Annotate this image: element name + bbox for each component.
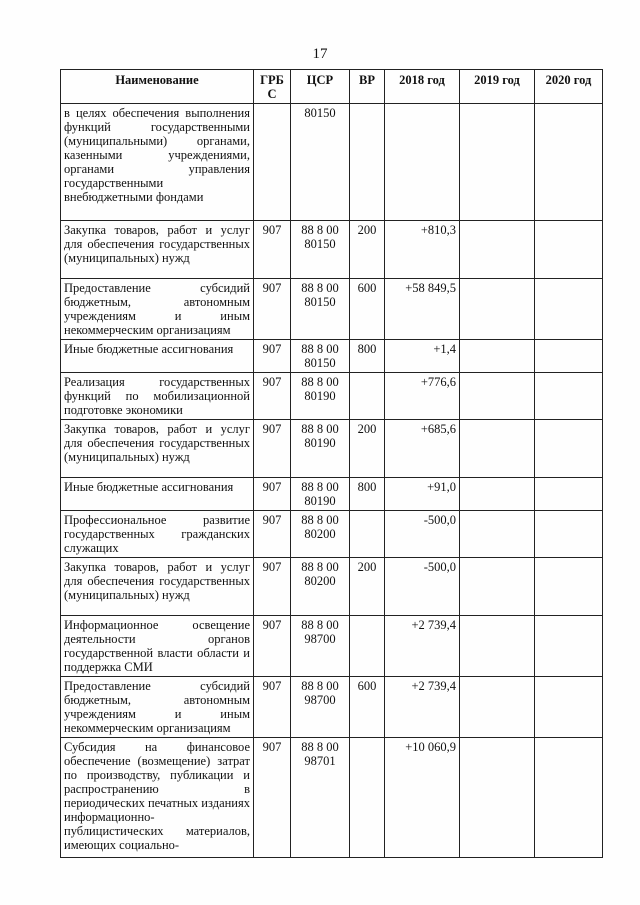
row-2018: +91,0 xyxy=(385,478,460,511)
row-grbs: 907 xyxy=(254,279,291,340)
row-2019 xyxy=(460,221,535,279)
row-2018: +810,3 xyxy=(385,221,460,279)
row-2020 xyxy=(535,478,603,511)
col-header-2019: 2019 год xyxy=(460,70,535,104)
row-vr xyxy=(350,373,385,420)
row-grbs xyxy=(254,104,291,221)
row-csr: 80150 xyxy=(291,104,350,221)
row-vr xyxy=(350,738,385,858)
row-2020 xyxy=(535,738,603,858)
table-row xyxy=(61,373,603,420)
row-2019 xyxy=(460,478,535,511)
header-row xyxy=(61,70,603,104)
row-vr: 800 xyxy=(350,340,385,373)
table-row xyxy=(61,558,603,616)
table-row xyxy=(61,340,603,373)
row-2018: -500,0 xyxy=(385,558,460,616)
row-2019 xyxy=(460,373,535,420)
row-grbs: 907 xyxy=(254,478,291,511)
row-grbs: 907 xyxy=(254,616,291,677)
row-2019 xyxy=(460,420,535,478)
row-csr: 88 8 00 80150 xyxy=(291,340,350,373)
row-2018: +776,6 xyxy=(385,373,460,420)
row-name: Профессиональное развитие государственных гражданских служащих xyxy=(61,511,254,558)
row-name: Закупка товаров, работ и услуг для обеспечения государственных (муниципальных) нужд xyxy=(61,221,254,279)
table-row xyxy=(61,279,603,340)
table-row xyxy=(61,738,603,858)
row-csr: 88 8 00 80190 xyxy=(291,478,350,511)
row-2019 xyxy=(460,279,535,340)
table-row xyxy=(61,478,603,511)
table-row xyxy=(61,511,603,558)
row-2020 xyxy=(535,616,603,677)
row-name: Предоставление субсидий бюджетным, автономным учреждениям и иным некоммерческим организациям xyxy=(61,279,254,340)
col-header-name: Наименование xyxy=(61,70,254,104)
budget-table xyxy=(60,69,603,858)
row-2019 xyxy=(460,340,535,373)
row-2020 xyxy=(535,279,603,340)
row-2018: +2 739,4 xyxy=(385,616,460,677)
row-grbs: 907 xyxy=(254,511,291,558)
row-name: Иные бюджетные ассигнования xyxy=(61,340,254,373)
row-grbs: 907 xyxy=(254,558,291,616)
row-2020 xyxy=(535,558,603,616)
row-csr: 88 8 00 80200 xyxy=(291,558,350,616)
col-header-grbs: ГРБ С xyxy=(254,70,291,104)
row-2019 xyxy=(460,511,535,558)
col-header-csr: ЦСР xyxy=(291,70,350,104)
table-row xyxy=(61,677,603,738)
row-vr: 200 xyxy=(350,221,385,279)
row-name: Информационное освещение деятельности органов государственной власти области и поддержка СМИ xyxy=(61,616,254,677)
row-grbs: 907 xyxy=(254,340,291,373)
row-vr: 200 xyxy=(350,420,385,478)
row-2020 xyxy=(535,104,603,221)
row-name: Реализация государственных функций по мобилизационной подготовке экономики xyxy=(61,373,254,420)
col-header-2018: 2018 год xyxy=(385,70,460,104)
row-2020 xyxy=(535,677,603,738)
table-row xyxy=(61,616,603,677)
row-csr: 88 8 00 80190 xyxy=(291,373,350,420)
table-row xyxy=(61,221,603,279)
row-2020 xyxy=(535,511,603,558)
row-csr: 88 8 00 98700 xyxy=(291,616,350,677)
row-grbs: 907 xyxy=(254,677,291,738)
row-2019 xyxy=(460,738,535,858)
row-2020 xyxy=(535,221,603,279)
row-vr: 800 xyxy=(350,478,385,511)
row-2020 xyxy=(535,373,603,420)
row-vr xyxy=(350,104,385,221)
col-header-2020: 2020 год xyxy=(535,70,603,104)
row-2018: +10 060,9 xyxy=(385,738,460,858)
row-2020 xyxy=(535,420,603,478)
row-name: Закупка товаров, работ и услуг для обеспечения государственных (муниципальных) нужд xyxy=(61,420,254,478)
row-2019 xyxy=(460,104,535,221)
row-vr: 600 xyxy=(350,279,385,340)
row-2018: +58 849,5 xyxy=(385,279,460,340)
row-grbs: 907 xyxy=(254,738,291,858)
row-2018: +685,6 xyxy=(385,420,460,478)
row-name: в целях обеспечения выполнения функций государственными (муниципальными) органами, казенными учреждениями, органами управления государственными внебюджетными фондами xyxy=(61,104,254,221)
row-2019 xyxy=(460,616,535,677)
row-vr: 600 xyxy=(350,677,385,738)
row-csr: 88 8 00 80190 xyxy=(291,420,350,478)
row-name: Субсидия на финансовое обеспечение (возмещение) затрат по производству, публикации и распространению в периодических печатных изданиях информационно-публицистических материалов, имеющих социально- xyxy=(61,738,254,858)
table-row xyxy=(61,104,603,221)
row-name: Закупка товаров, работ и услуг для обеспечения государственных (муниципальных) нужд xyxy=(61,558,254,616)
row-csr: 88 8 00 80200 xyxy=(291,511,350,558)
row-2018 xyxy=(385,104,460,221)
row-2018: -500,0 xyxy=(385,511,460,558)
row-grbs: 907 xyxy=(254,420,291,478)
row-csr: 88 8 00 80150 xyxy=(291,221,350,279)
row-vr xyxy=(350,511,385,558)
row-2020 xyxy=(535,340,603,373)
row-name: Предоставление субсидий бюджетным, автономным учреждениям и иным некоммерческим организациям xyxy=(61,677,254,738)
row-grbs: 907 xyxy=(254,221,291,279)
row-2019 xyxy=(460,558,535,616)
table-row xyxy=(61,420,603,478)
row-2019 xyxy=(460,677,535,738)
row-2018: +2 739,4 xyxy=(385,677,460,738)
col-header-vr: ВР xyxy=(350,70,385,104)
row-name: Иные бюджетные ассигнования xyxy=(61,478,254,511)
row-grbs: 907 xyxy=(254,373,291,420)
row-vr: 200 xyxy=(350,558,385,616)
row-csr: 88 8 00 98701 xyxy=(291,738,350,858)
page-number: 17 xyxy=(312,46,328,62)
row-csr: 88 8 00 98700 xyxy=(291,677,350,738)
row-vr xyxy=(350,616,385,677)
row-2018: +1,4 xyxy=(385,340,460,373)
row-csr: 88 8 00 80150 xyxy=(291,279,350,340)
